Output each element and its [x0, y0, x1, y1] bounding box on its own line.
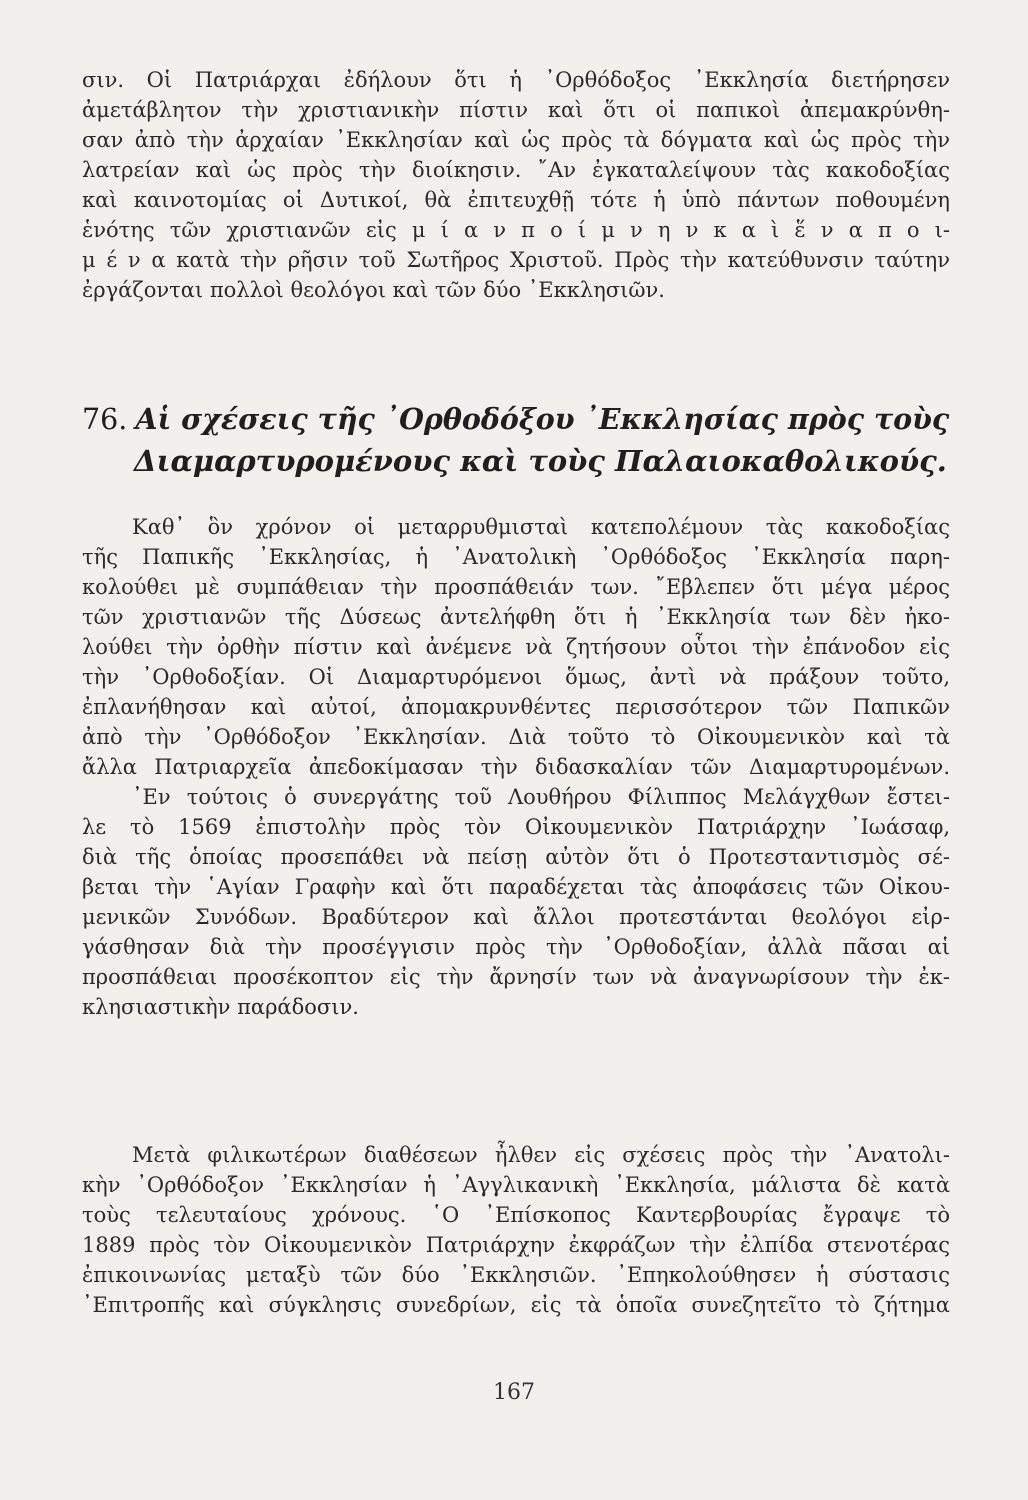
text-line: λε τὸ 1569 ἐπιστολὴν πρὸς τὸν Οἰκουμενικὸν Πατριάρχην ᾿Ιωάσαφ, [82, 815, 950, 839]
section-heading [82, 398, 950, 482]
text-line: κολούθει μὲ συμπάθειαν τὴν προσπάθειάν των. ῎Εβλεπεν ὅτι μέγα μέρος [82, 575, 950, 599]
text-line: τὴν ᾿Ορθοδοξίαν. Οἱ Διαμαρτυρόμενοι ὅμως, ἀντὶ νὰ πράξουν τοῦτο, [82, 665, 950, 689]
text-line: Καθ᾿ ὃν χρόνον οἱ μεταρρυθμισταὶ κατεπολέμουν τὰς κακοδοξίας [132, 515, 950, 539]
text-line: μ έ ν α κατὰ τὴν ρῆσιν τοῦ Σωτῆρος Χριστοῦ. Πρὸς τὴν κατεύθυνσιν ταύτην [82, 248, 950, 272]
text-line: 1889 πρὸς τὸν Οἰκουμενικὸν Πατριάρχην ἐκφράζων τὴν ἐλπίδα στενοτέρας [82, 1233, 950, 1257]
text-line: ἀπὸ τὴν ᾿Ορθόδοξον ᾿Εκκλησίαν. Διὰ τοῦτο τὸ Οἰκουμενικὸν καὶ τὰ [82, 725, 950, 749]
text-line: βεται τὴν ῾Αγίαν Γραφὴν καὶ ὅτι παραδέχεται τὰς ἀποφάσεις τῶν Οἰκου- [82, 875, 950, 899]
paragraph-2 [82, 512, 950, 1022]
text-line: τῶν χριστιανῶν τῆς Δύσεως ἀντελήφθη ὅτι ἡ ᾿Εκκλησία των δὲν ἠκο- [82, 605, 950, 629]
text-line: προσπάθειαι προσέκοπτον εἰς τὴν ἄρνησίν των νὰ ἀναγνωρίσουν τὴν ἐκ- [82, 965, 950, 989]
text-line: γάσθησαν διὰ τὴν προσέγγισιν πρὸς τὴν ᾿Ορθοδοξίαν, ἀλλὰ πᾶσαι αἱ [82, 935, 950, 959]
text-line: καὶ καινοτομίας οἱ Δυτικοί, θὰ ἐπιτευχθῇ τότε ἡ ὑπὸ πάντων ποθουμένη [82, 188, 950, 212]
section-number: 76. [82, 403, 128, 436]
paragraph-3 [82, 1140, 950, 1320]
text-line: Μετὰ φιλικωτέρων διαθέσεων ἦλθεν εἰς σχέσεις πρὸς τὴν ᾿Ανατολι- [132, 1143, 950, 1167]
text-line: κὴν ᾿Ορθόδοξον ᾿Εκκλησίαν ἡ ᾿Αγγλικανικὴ ᾿Εκκλησία, μάλιστα δὲ κατὰ [82, 1173, 950, 1197]
text-line: διὰ τῆς ὁποίας προσεπάθει νὰ πείσῃ αὐτὸν ὅτι ὁ Προτεσταντισμὸς σέ- [82, 845, 950, 869]
section-title-line-1 [82, 398, 950, 440]
text-line: ἐργάζονται πολλοὶ θεολόγοι καὶ τῶν δύο ᾿Εκκλησιῶν. [82, 278, 665, 302]
text-line: ᾿Επιτροπῆς καὶ σύγκλησις συνεδρίων, εἰς τὰ ὁποῖα συνεζητεῖτο τὸ ζήτημα [82, 1293, 950, 1317]
text-line: ἄλλα Πατριαρχεῖα ἀπεδοκίμασαν τὴν διδασκαλίαν τῶν Διαμαρτυρομένων. [82, 755, 950, 779]
text-line: κλησιαστικὴν παράδοσιν. [82, 995, 359, 1019]
section-title-line-2: Διαμαρτυρομένους καὶ τοὺς Παλαιοκαθολικούς. [134, 444, 947, 478]
text-line: σιν. Οἱ Πατριάρχαι ἐδήλουν ὅτι ἡ ᾿Ορθόδοξος ᾿Εκκλησία διετήρησεν [82, 68, 950, 92]
text-line: σαν ἀπὸ τὴν ἀρχαίαν ᾿Εκκλησίαν καὶ ὡς πρὸς τὰ δόγματα καὶ ὡς πρὸς τὴν [82, 128, 950, 152]
text-line: τῆς Παπικῆς ᾿Εκκλησίας, ἡ ᾿Ανατολικὴ ᾿Ορθόδοξος ᾿Εκκλησία παρη- [82, 545, 950, 569]
text-line: ἐπικοινωνίας μεταξὺ τῶν δύο ᾿Εκκλησιῶν. ᾿Επηκολούθησεν ἡ σύστασις [82, 1263, 950, 1287]
page-number: 167 [493, 1380, 535, 1405]
text-line: μενικῶν Συνόδων. Βραδύτερον καὶ ἄλλοι προτεστάνται θεολόγοι εἰρ- [82, 905, 950, 929]
text-line: ᾿Εν τούτοις ὁ συνεργάτης τοῦ Λουθήρου Φίλιππος Μελάγχθων ἔστει- [132, 785, 950, 809]
text-line: λούθει τὴν ὀρθὴν πίστιν καὶ ἀνέμενε νὰ ζητήσουν οὗτοι τὴν ἐπάνοδον εἰς [82, 635, 950, 659]
text-line: ἀμετάβλητον τὴν χριστιανικὴν πίστιν καὶ ὅτι οἱ παπικοὶ ἀπεμακρύνθη- [82, 98, 950, 122]
text-line: τοὺς τελευταίους χρόνους. ῾Ο ᾿Επίσκοπος Καντερβουρίας ἔγραψε τὸ [82, 1203, 950, 1227]
text-line: ἑνότης τῶν χριστιανῶν εἰς μ ί α ν π ο ί μ ν η ν κ α ὶ ἕ ν α π ο ι- [82, 218, 950, 242]
text-line: λατρείαν καὶ ὡς πρὸς τὴν διοίκησιν. ῎Αν ἐγκαταλείψουν τὰς κακοδοξίας [82, 158, 950, 182]
text-line: ἐπλανήθησαν καὶ αὐτοί, ἀπομακρυνθέντες περισσότερον τῶν Παπικῶν [82, 695, 950, 719]
paragraph-top [82, 65, 950, 305]
section-title-text-1: Αἱ σχέσεις τῆς ᾿Ορθοδόξου ᾿Εκκλησίας πρὸς τοὺς [135, 402, 950, 436]
